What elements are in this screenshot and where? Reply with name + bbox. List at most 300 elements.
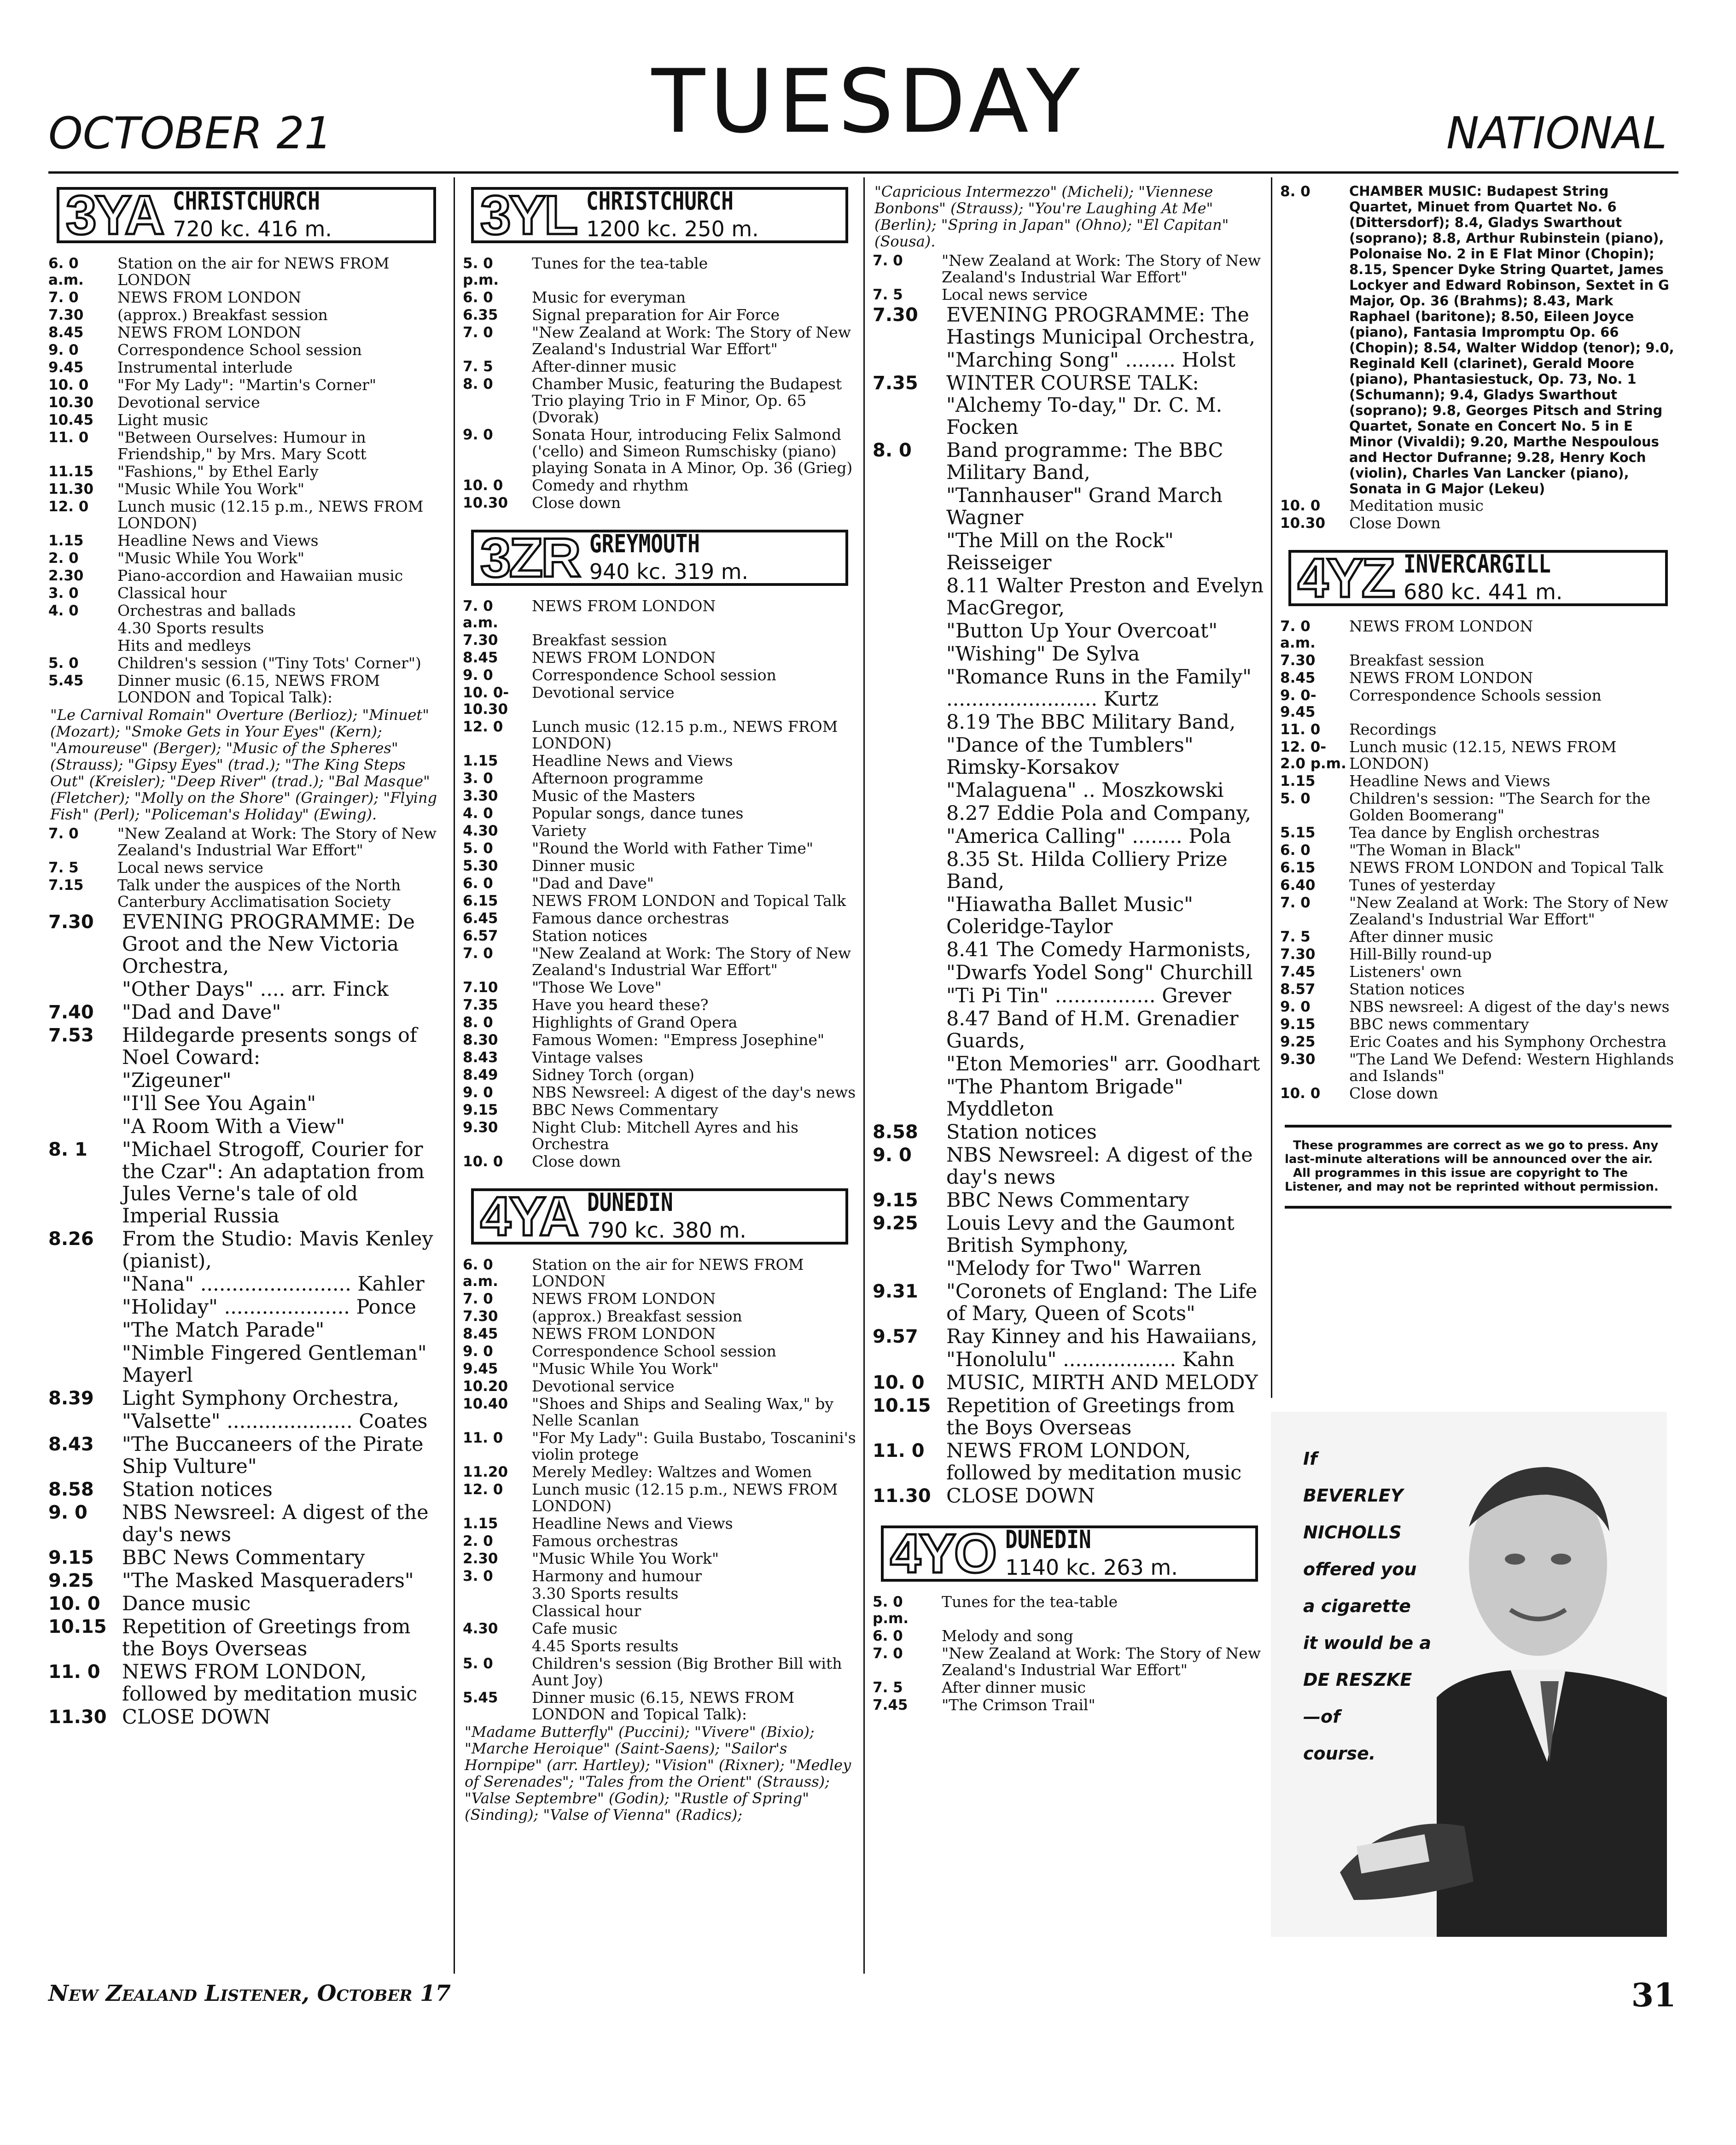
entry-description: "The Phantom Brigade" Myddleton bbox=[946, 1075, 1183, 1121]
entry-description: Repetition of Greetings from the Boys Overseas bbox=[122, 1615, 411, 1660]
entry-time: 8. 0 bbox=[463, 376, 493, 392]
entry-description: "Holiday" .................... Ponce bbox=[122, 1296, 416, 1319]
schedule-entry bbox=[463, 632, 856, 649]
schedule-entry bbox=[1280, 1034, 1676, 1050]
schedule-entry bbox=[463, 649, 856, 666]
entry-time: 9.30 bbox=[1280, 1051, 1316, 1068]
entry-description: "Music While You Work" bbox=[117, 549, 305, 567]
schedule-list bbox=[1280, 497, 1676, 532]
schedule-entry bbox=[1280, 1016, 1676, 1033]
column-divider bbox=[863, 177, 865, 1974]
schedule-entry bbox=[48, 1273, 444, 1295]
entry-time: 9.15 bbox=[463, 1102, 498, 1118]
entry-description: Close down bbox=[532, 494, 621, 512]
entry-description: Breakfast session bbox=[1349, 651, 1485, 669]
entry-time: 8. 0 bbox=[1280, 183, 1311, 200]
station-frequency: 1200 kc. 250 m. bbox=[586, 216, 759, 241]
entry-time: 7.30 bbox=[463, 1308, 498, 1325]
entry-time: 11.15 bbox=[48, 463, 94, 480]
schedule-entry bbox=[463, 1533, 856, 1549]
entry-description: NBS Newsreel: A digest of the day's news bbox=[946, 1144, 1253, 1189]
entry-time: 10.30 bbox=[1280, 515, 1326, 532]
schedule-entry bbox=[48, 911, 444, 977]
schedule-entry bbox=[873, 349, 1266, 371]
entry-description: "Valsette" .................... Coates bbox=[122, 1410, 428, 1433]
entry-time bbox=[873, 575, 946, 619]
schedule-entry bbox=[48, 859, 444, 876]
schedule-entry bbox=[463, 1032, 856, 1048]
entry-description: Light music bbox=[117, 411, 209, 429]
entry-description: Famous orchestras bbox=[532, 1532, 678, 1550]
entry-description: NEWS FROM LONDON bbox=[532, 1290, 716, 1308]
schedule-entry bbox=[1280, 652, 1676, 669]
entry-time: 11. 0 bbox=[1280, 721, 1321, 738]
schedule-entry bbox=[463, 823, 856, 839]
entry-time bbox=[48, 978, 122, 1000]
entry-time: 11. 0 bbox=[48, 429, 89, 446]
schedule-entry bbox=[48, 1228, 444, 1272]
entry-time: 1.15 bbox=[463, 1515, 498, 1532]
schedule-list bbox=[1280, 618, 1676, 1102]
schedule-list bbox=[48, 255, 444, 706]
entry-time: 7.15 bbox=[48, 877, 84, 894]
schedule-entry bbox=[463, 1153, 856, 1170]
station-4ya bbox=[471, 1188, 848, 1245]
station-3ya bbox=[57, 184, 436, 246]
entry-description: Devotional service bbox=[532, 1377, 675, 1395]
entry-time: 10.20 bbox=[463, 1378, 508, 1395]
schedule-entry bbox=[1280, 929, 1676, 945]
schedule-entry bbox=[48, 307, 444, 323]
entry-description: "The Match Parade" bbox=[122, 1319, 325, 1342]
entry-description: (approx.) Breakfast session bbox=[532, 1307, 742, 1325]
schedule-entry bbox=[873, 1628, 1266, 1644]
entry-time bbox=[873, 825, 946, 847]
entry-time: 7. 0 bbox=[463, 945, 493, 962]
entry-time bbox=[463, 1585, 532, 1602]
schedule-entry bbox=[873, 1008, 1266, 1052]
schedule-entry bbox=[463, 1620, 856, 1637]
entry-time: 10. 0 bbox=[1280, 497, 1321, 514]
entry-time: 7.30 bbox=[1280, 652, 1316, 669]
schedule-entry bbox=[48, 532, 444, 549]
entry-description: Correspondence School session bbox=[532, 1342, 776, 1360]
schedule-entry bbox=[463, 1689, 856, 1723]
entry-time bbox=[873, 962, 946, 984]
entry-time: 6.15 bbox=[1280, 859, 1316, 876]
schedule-entry bbox=[463, 667, 856, 684]
entry-time: 5.45 bbox=[463, 1689, 498, 1706]
entry-description: "Those We Love" bbox=[532, 978, 662, 996]
station-4yo bbox=[881, 1525, 1258, 1582]
entry-description: Children's session: "The Search for the Golden Boomerang" bbox=[1349, 789, 1651, 824]
entry-description: Devotional service bbox=[532, 684, 675, 701]
schedule-entry bbox=[1280, 773, 1676, 789]
entry-description: "Zigeuner" bbox=[122, 1069, 232, 1092]
entry-time: 11. 0 bbox=[48, 1661, 100, 1683]
entry-description: Correspondence School session bbox=[117, 341, 362, 359]
schedule-entry bbox=[48, 498, 444, 532]
entry-description: 4.30 Sports results bbox=[117, 619, 264, 637]
entry-time bbox=[48, 1296, 122, 1318]
entry-description: Close Down bbox=[1349, 514, 1441, 532]
schedule-entry bbox=[873, 1326, 1266, 1348]
entry-description: Hits and medleys bbox=[117, 637, 251, 655]
entry-description: "Nana" ........................ Kahler bbox=[122, 1273, 425, 1296]
station-4yz bbox=[1288, 547, 1668, 609]
entry-description: EVENING PROGRAMME: De Groot and the New Victoria Orchestra, bbox=[122, 911, 415, 978]
entry-time: 7. 5 bbox=[873, 286, 903, 303]
entry-description: Melody and song bbox=[942, 1627, 1073, 1645]
schedule-entry bbox=[1280, 894, 1676, 928]
schedule-entry bbox=[463, 358, 856, 375]
schedule-entry bbox=[873, 1349, 1266, 1371]
entry-time bbox=[873, 802, 946, 824]
schedule-entry bbox=[48, 342, 444, 358]
schedule-entry bbox=[48, 394, 444, 411]
entry-description: "The Woman in Black" bbox=[1349, 841, 1521, 859]
station-3zr bbox=[471, 527, 848, 589]
entry-description: From the Studio: Mavis Kenley (pianist), bbox=[122, 1227, 433, 1273]
entry-description: "Dad and Dave" bbox=[532, 874, 654, 892]
entry-time: 9.57 bbox=[873, 1326, 918, 1347]
schedule-entry bbox=[1280, 946, 1676, 963]
entry-description: Eric Coates and his Symphony Orchestra bbox=[1349, 1033, 1667, 1051]
entry-description: "New Zealand at Work: The Story of New Zealand's Industrial War Effort" bbox=[117, 824, 437, 859]
schedule-entry bbox=[873, 1697, 1266, 1713]
entry-time: 6.40 bbox=[1280, 877, 1316, 894]
entry-time: 8.45 bbox=[48, 324, 84, 341]
entry-description: "For My Lady": "Martin's Corner" bbox=[117, 376, 377, 394]
schedule-entry bbox=[873, 666, 1266, 710]
entry-time: 4.30 bbox=[463, 823, 498, 839]
schedule-entry bbox=[48, 1570, 444, 1592]
entry-description: Have you heard these? bbox=[532, 996, 709, 1014]
entry-description: Recordings bbox=[1349, 720, 1437, 738]
schedule-entry bbox=[48, 377, 444, 393]
notice-line: These programmes are correct as we go to press. Any last-minute alterations will be announced over the air. bbox=[1285, 1139, 1659, 1166]
entry-time: 6.35 bbox=[463, 307, 498, 323]
date-label: OCTOBER 21 bbox=[48, 108, 332, 159]
schedule-entry bbox=[48, 1116, 444, 1138]
entry-time: 6. 0 bbox=[463, 875, 493, 892]
schedule-entry bbox=[463, 1378, 856, 1395]
entry-time: 9.30 bbox=[463, 1119, 498, 1136]
entry-description: After dinner music bbox=[942, 1678, 1086, 1696]
schedule-entry bbox=[873, 1076, 1266, 1120]
entry-description: "Other Days" .... arr. Finck bbox=[122, 978, 389, 1001]
schedule-entry bbox=[873, 439, 1266, 484]
entry-description: Ray Kinney and his Hawaiians, bbox=[946, 1325, 1258, 1348]
entry-time: 8.45 bbox=[463, 649, 498, 666]
schedule-entry bbox=[48, 550, 444, 567]
schedule-entry bbox=[873, 286, 1266, 303]
column-divider bbox=[1271, 177, 1272, 1398]
entry-time: 7. 0 bbox=[48, 825, 79, 842]
schedule-entry bbox=[48, 567, 444, 584]
entry-description: Station on the air for NEWS FROM LONDON bbox=[532, 1256, 804, 1290]
entry-description: Chamber Music, featuring the Budapest Trio playing Trio in F Minor, Op. 65 (Dvorak) bbox=[532, 375, 842, 426]
entry-time bbox=[873, 1257, 946, 1280]
schedule-entry bbox=[463, 1308, 856, 1325]
schedule-entry bbox=[463, 1343, 856, 1360]
station-call: 3YA bbox=[66, 184, 163, 246]
entry-time: 8.26 bbox=[48, 1228, 94, 1250]
entry-description: CLOSE DOWN bbox=[122, 1706, 271, 1729]
column-2 bbox=[463, 183, 856, 1975]
schedule-entry bbox=[1280, 999, 1676, 1015]
entry-description: Light Symphony Orchestra, bbox=[122, 1387, 399, 1410]
entry-description: NBS newsreel: A digest of the day's news bbox=[1349, 998, 1670, 1016]
entry-description: Afternoon programme bbox=[532, 769, 704, 787]
schedule-entry bbox=[48, 1479, 444, 1501]
schedule-entry bbox=[873, 1395, 1266, 1439]
entry-time: 11.30 bbox=[873, 1485, 931, 1507]
ad-text: —of bbox=[1303, 1707, 1340, 1727]
schedule-list bbox=[873, 252, 1266, 303]
schedule-entry bbox=[873, 1280, 1266, 1325]
entry-time: 7.45 bbox=[1280, 964, 1316, 980]
entry-time: 1.15 bbox=[1280, 773, 1316, 789]
schedule-entry bbox=[48, 429, 444, 462]
schedule-entry bbox=[873, 1189, 1266, 1211]
entry-time: 9. 0 bbox=[48, 342, 79, 358]
schedule-entry bbox=[463, 753, 856, 769]
schedule-entry bbox=[873, 304, 1266, 348]
entry-time: 12. 0 bbox=[463, 719, 503, 735]
schedule-entry bbox=[48, 1024, 444, 1069]
entry-time: 7. 0 bbox=[1280, 894, 1311, 911]
entry-description: Correspondence Schools session bbox=[1349, 686, 1602, 704]
schedule-entry bbox=[1280, 964, 1676, 980]
entry-description: BBC News Commentary bbox=[946, 1189, 1189, 1212]
entry-description: Tea dance by English orchestras bbox=[1349, 824, 1600, 842]
entry-description: NEWS FROM LONDON bbox=[1349, 617, 1533, 635]
entry-description: "Eton Memories" arr. Goodhart bbox=[946, 1052, 1260, 1075]
entry-description: "Wishing" De Sylva bbox=[946, 643, 1140, 666]
entry-description: After-dinner music bbox=[532, 357, 676, 375]
entry-time: 10.30 bbox=[463, 495, 508, 511]
entry-time: 3. 0 bbox=[48, 585, 79, 602]
schedule-entry bbox=[48, 620, 444, 637]
station-frequency: 940 kc. 319 m. bbox=[589, 559, 749, 584]
entry-time: 7.30 bbox=[48, 912, 94, 933]
entry-description: "Dad and Dave" bbox=[122, 1001, 281, 1024]
entry-description: Variety bbox=[532, 822, 587, 840]
entry-time: 5. 0 bbox=[48, 655, 79, 672]
schedule-entry bbox=[48, 825, 444, 859]
entry-description: Repetition of Greetings from the Boys Overseas bbox=[946, 1394, 1235, 1439]
schedule-entry bbox=[463, 1638, 856, 1654]
schedule-entry bbox=[1280, 1051, 1676, 1084]
entry-time: 6. 0 a.m. bbox=[48, 255, 84, 288]
schedule-entry bbox=[873, 1679, 1266, 1696]
schedule-list bbox=[463, 1257, 856, 1723]
ad-text: a cigarette bbox=[1303, 1596, 1411, 1616]
entry-description: "Button Up Your Overcoat" bbox=[946, 620, 1218, 643]
schedule-entry bbox=[463, 477, 856, 494]
notice-rule bbox=[1285, 1125, 1672, 1128]
entry-description: Station notices bbox=[122, 1478, 273, 1501]
entry-description: "Honolulu" .................. Kahn bbox=[946, 1348, 1235, 1371]
schedule-entry bbox=[873, 802, 1266, 824]
entry-time: 10. 0 bbox=[48, 377, 89, 393]
entry-time: 2. 0 bbox=[48, 550, 79, 567]
schedule-entry bbox=[1280, 515, 1676, 532]
entry-description: 4.45 Sports results bbox=[532, 1637, 679, 1655]
entry-time bbox=[873, 894, 946, 938]
entry-description: Band programme: The BBC Military Band, bbox=[946, 439, 1223, 484]
entry-time: 7. 0 a.m. bbox=[1280, 618, 1316, 651]
entry-description: Merely Medley: Waltzes and Women bbox=[532, 1463, 812, 1481]
schedule-entry bbox=[873, 1053, 1266, 1075]
schedule-entry bbox=[873, 894, 1266, 938]
entry-description: "The Buccaneers of the Pirate Ship Vulture" bbox=[122, 1433, 424, 1478]
entry-description: Local news service bbox=[117, 859, 263, 877]
schedule-entry bbox=[48, 637, 444, 654]
entry-description: Close down bbox=[532, 1152, 621, 1170]
station-city: CHRISTCHURCH bbox=[173, 187, 320, 216]
schedule-entry bbox=[48, 412, 444, 428]
station-call: 3ZR bbox=[480, 527, 579, 589]
station-frequency: 720 kc. 416 m. bbox=[173, 216, 332, 241]
entry-description: Station notices bbox=[946, 1121, 1097, 1144]
entry-time bbox=[873, 1076, 946, 1120]
entry-description: Lunch music (12.15 p.m., NEWS FROM LONDON) bbox=[117, 497, 424, 532]
station-call: 4YO bbox=[890, 1523, 996, 1584]
entry-time: 8.49 bbox=[463, 1067, 498, 1083]
schedule-entry bbox=[48, 1342, 444, 1386]
schedule-entry bbox=[463, 997, 856, 1013]
schedule-entry bbox=[463, 875, 856, 892]
schedule-entry bbox=[873, 372, 1266, 438]
entry-description: Headline News and Views bbox=[532, 1514, 733, 1532]
entry-time: 8.43 bbox=[463, 1049, 498, 1066]
entry-time: 8.45 bbox=[463, 1326, 498, 1342]
entry-time bbox=[873, 1349, 946, 1371]
entry-time: 1.15 bbox=[48, 532, 84, 549]
entry-description: Lunch music (12.15, NEWS FROM LONDON) bbox=[1349, 738, 1617, 772]
station-city: DUNEDIN bbox=[587, 1188, 674, 1217]
schedule-entry bbox=[1280, 842, 1676, 859]
entry-time: 7.35 bbox=[463, 997, 498, 1013]
entry-time: 9. 0 bbox=[463, 1343, 493, 1360]
entry-time bbox=[873, 939, 946, 961]
column-divider bbox=[454, 177, 455, 1974]
entry-description: "Dwarfs Yodel Song" Churchill bbox=[946, 961, 1253, 984]
entry-description: NEWS FROM LONDON bbox=[532, 597, 716, 615]
entry-time: 8.58 bbox=[48, 1479, 94, 1500]
entry-time: 9. 0 bbox=[463, 667, 493, 684]
entry-time bbox=[48, 1319, 122, 1341]
network-label: NATIONAL bbox=[1446, 108, 1667, 159]
ad-text: DE RESZKE bbox=[1303, 1670, 1412, 1690]
entry-description: "New Zealand at Work: The Story of New Zealand's Industrial War Effort" bbox=[942, 1644, 1261, 1679]
entry-description: "New Zealand at Work: The Story of New Zealand's Industrial War Effort" bbox=[942, 251, 1261, 286]
column-3 bbox=[873, 183, 1266, 1975]
entry-time: 10. 0-10.30 bbox=[463, 684, 509, 718]
entry-description: Comedy and rhythm bbox=[532, 476, 689, 494]
entry-description: Harmony and humour bbox=[532, 1567, 702, 1585]
schedule-entry bbox=[873, 1594, 1266, 1627]
entry-time: 4. 0 bbox=[463, 805, 493, 822]
entry-time: 5. 0 bbox=[463, 1655, 493, 1672]
entry-time: 7.10 bbox=[463, 979, 498, 996]
entry-description: "Music While You Work" bbox=[532, 1360, 719, 1378]
schedule-entry bbox=[48, 1433, 444, 1478]
schedule-entry bbox=[463, 307, 856, 323]
entry-time bbox=[873, 1053, 946, 1075]
dinner-music-list: "Capricious Intermezzo" (Micheli); "Viennese Bonbons" (Strauss); "You're Laughing At Me" (Berlin); "Spring in Japan" (Ohno); "El Capitan" (Sousa). bbox=[874, 183, 1229, 250]
entry-description: EVENING PROGRAMME: The Hastings Municipal Orchestra, bbox=[946, 304, 1256, 349]
schedule-entry bbox=[873, 1212, 1266, 1257]
schedule-entry bbox=[463, 945, 856, 978]
entry-description: Piano-accordion and Hawaiian music bbox=[117, 567, 403, 584]
schedule-entry bbox=[48, 255, 444, 288]
entry-time: 7.35 bbox=[873, 373, 918, 394]
schedule-entry bbox=[463, 1396, 856, 1429]
entry-description: Dance music bbox=[122, 1592, 251, 1615]
entry-description: "Romance Runs in the Family" ........................ Kurtz bbox=[946, 666, 1252, 711]
entry-time: 2. 0 bbox=[463, 1533, 493, 1549]
entry-time bbox=[48, 1116, 122, 1138]
schedule-entry bbox=[463, 840, 856, 857]
entry-time bbox=[873, 985, 946, 1007]
schedule-entry bbox=[463, 858, 856, 874]
schedule-entry bbox=[48, 463, 444, 480]
entry-time: 11.30 bbox=[48, 481, 94, 497]
notice-line: All programmes in this issue are copyright to The Listener, and may not be reprinted without permission. bbox=[1285, 1166, 1659, 1194]
schedule-entry bbox=[463, 719, 856, 752]
entry-time: 5.45 bbox=[48, 672, 84, 689]
schedule-entry bbox=[48, 655, 444, 672]
schedule-entry bbox=[48, 1070, 444, 1092]
entry-description: NEWS FROM LONDON and Topical Talk bbox=[532, 892, 846, 910]
entry-time: 3. 0 bbox=[463, 1568, 493, 1584]
entry-time: 9.25 bbox=[873, 1213, 918, 1234]
entry-description: Dinner music (6.15, NEWS FROM LONDON and Topical Talk): bbox=[117, 672, 380, 706]
page-header bbox=[0, 0, 1736, 175]
station-frequency: 790 kc. 380 m. bbox=[587, 1218, 746, 1243]
schedule-entry bbox=[48, 1547, 444, 1569]
entry-description: Classical hour bbox=[117, 584, 227, 602]
entry-time bbox=[48, 637, 117, 654]
entry-time: 9.25 bbox=[48, 1570, 94, 1591]
schedule-entry bbox=[463, 788, 856, 804]
entry-description: "New Zealand at Work: The Story of New Zealand's Industrial War Effort" bbox=[1349, 894, 1669, 928]
station-city: CHRISTCHURCH bbox=[586, 187, 734, 216]
entry-description: 8.35 St. Hilda Colliery Prize Band, bbox=[946, 848, 1228, 893]
entry-time: 12. 0 bbox=[463, 1481, 503, 1498]
schedule-entry bbox=[463, 1585, 856, 1602]
entry-time: 4.30 bbox=[463, 1620, 498, 1637]
entry-description: "Tannhauser" Grand March Wagner bbox=[946, 484, 1223, 529]
entry-description: Devotional service bbox=[117, 393, 260, 411]
entry-time: 10.15 bbox=[873, 1395, 931, 1416]
entry-time: 6.15 bbox=[463, 893, 498, 909]
entry-time: 9.45 bbox=[48, 359, 84, 376]
entry-time: 8. 1 bbox=[48, 1139, 87, 1160]
entry-description: "The Mill on the Rock" Reisseiger bbox=[946, 529, 1174, 574]
entry-description: Night Club: Mitchell Ayres and his Orchestra bbox=[532, 1118, 798, 1153]
schedule-entry bbox=[873, 1121, 1266, 1143]
entry-description: MUSIC, MIRTH AND MELODY bbox=[946, 1371, 1258, 1394]
entry-time bbox=[48, 620, 117, 637]
schedule-entry bbox=[48, 585, 444, 602]
entry-time bbox=[873, 349, 946, 371]
schedule-entry bbox=[873, 962, 1266, 984]
schedule-entry bbox=[48, 289, 444, 306]
